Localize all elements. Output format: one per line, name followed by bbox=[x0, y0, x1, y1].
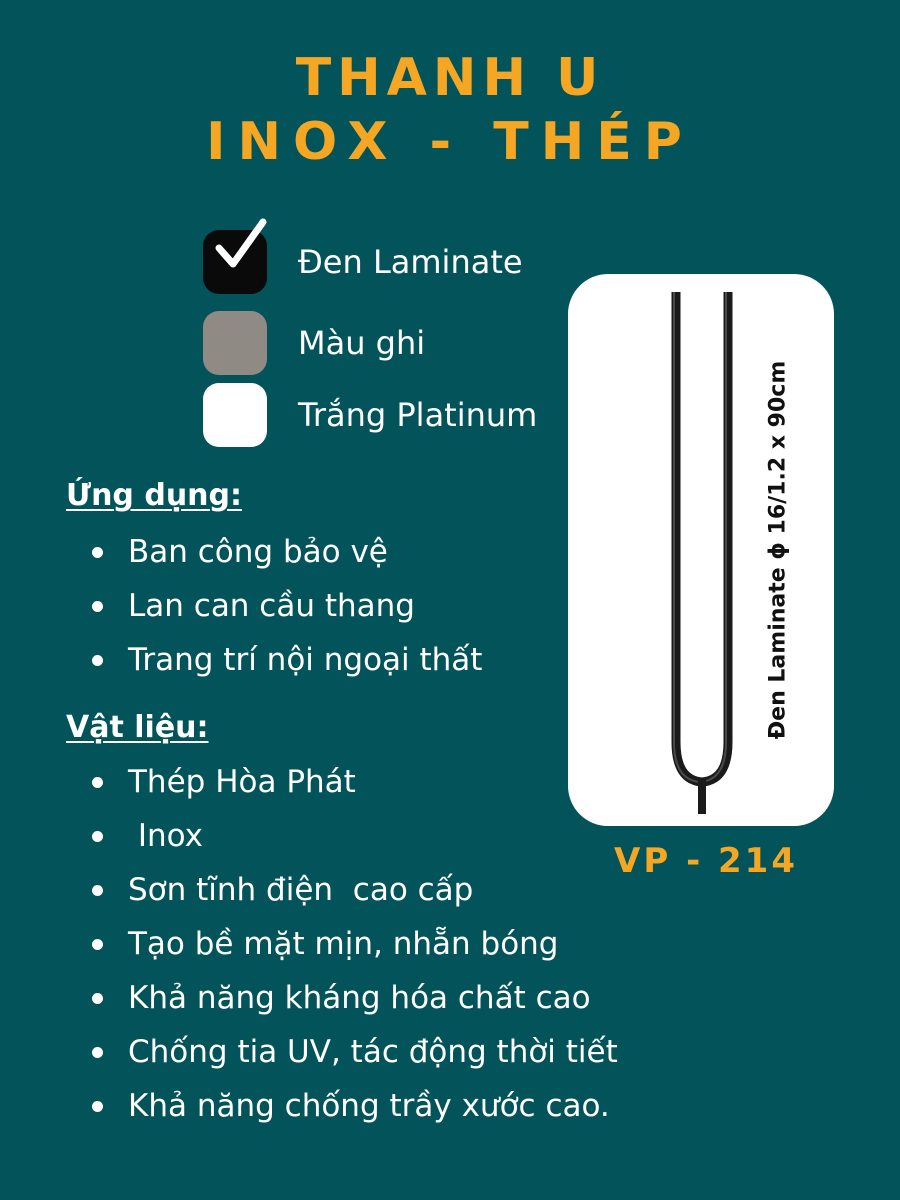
color-option-label: Trắng Platinum bbox=[298, 396, 538, 434]
bullet-dot-icon bbox=[92, 993, 103, 1004]
bullet-dot-icon bbox=[92, 601, 103, 612]
page-title-line-2: INOX - THÉP bbox=[206, 112, 694, 172]
list-item: Chống tia UV, tác động thời tiết bbox=[92, 1025, 618, 1079]
color-option-label: Màu ghi bbox=[298, 324, 426, 362]
color-option-mau-ghi[interactable] bbox=[203, 311, 425, 375]
bullet-dot-icon bbox=[92, 885, 103, 896]
applications-list bbox=[92, 525, 482, 687]
color-option-trang-platinum[interactable] bbox=[203, 383, 537, 447]
check-icon bbox=[209, 216, 271, 278]
list-item: Trang trí nội ngoại thất bbox=[92, 633, 482, 687]
product-dimension-label: Đen Laminate ϕ 16/1.2 x 90cm bbox=[765, 360, 791, 740]
list-item: Khả năng kháng hóa chất cao bbox=[92, 971, 618, 1025]
color-swatch-white bbox=[203, 383, 267, 447]
list-item: Tạo bề mặt mịn, nhẵn bóng bbox=[92, 917, 618, 971]
bullet-dot-icon bbox=[92, 1101, 103, 1112]
product-image-card bbox=[568, 274, 834, 826]
materials-list bbox=[92, 755, 618, 1133]
bullet-dot-icon bbox=[92, 939, 103, 950]
materials-heading: Vật liệu: bbox=[66, 710, 209, 745]
bullet-dot-icon bbox=[92, 1047, 103, 1058]
color-swatch-gray bbox=[203, 311, 267, 375]
color-option-den-laminate[interactable] bbox=[203, 230, 523, 294]
bullet-dot-icon bbox=[92, 547, 103, 558]
list-item: Thép Hòa Phát bbox=[92, 755, 618, 809]
list-item: Khả năng chống trầy xước cao. bbox=[92, 1079, 618, 1133]
bullet-dot-icon bbox=[92, 831, 103, 842]
product-code: VP - 214 bbox=[614, 841, 798, 881]
list-item: Inox bbox=[92, 809, 618, 863]
color-option-label: Đen Laminate bbox=[298, 243, 523, 281]
u-bar-rod-image bbox=[568, 274, 834, 826]
color-swatch-black bbox=[203, 230, 267, 294]
applications-heading: Ứng dụng: bbox=[66, 478, 243, 513]
bullet-dot-icon bbox=[92, 655, 103, 666]
list-item: Sơn tĩnh điện cao cấp bbox=[92, 863, 618, 917]
list-item: Lan can cầu thang bbox=[92, 579, 482, 633]
list-item: Ban công bảo vệ bbox=[92, 525, 482, 579]
page-title-line-1: THANH U bbox=[295, 48, 605, 108]
bullet-dot-icon bbox=[92, 777, 103, 788]
